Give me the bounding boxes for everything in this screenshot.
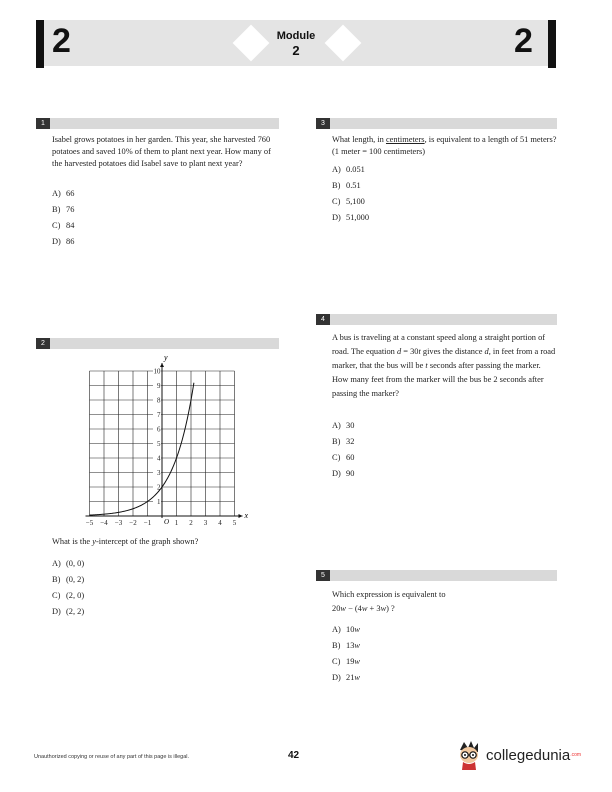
question-5-bar — [316, 570, 557, 581]
x-tick-label: 2 — [189, 519, 193, 527]
x-tick-label: 1 — [174, 519, 179, 527]
graph-axes — [86, 363, 243, 518]
question-3-bar — [316, 118, 557, 129]
brand-tld: .com — [570, 752, 582, 758]
choice-3b[interactable]: B) 0.51 — [332, 181, 361, 190]
choice-5a[interactable]: A) 10w — [332, 625, 360, 634]
choice-3a[interactable]: A) 0.051 — [332, 165, 365, 174]
question-1-choices — [52, 186, 74, 250]
question-4-bar — [316, 314, 557, 325]
question-2-number: 2 — [36, 338, 50, 349]
question-1-bar — [36, 118, 279, 129]
choice-1a[interactable]: A) 66 — [52, 189, 75, 198]
y-tick-label: 1 — [157, 498, 161, 506]
y-tick-label: 5 — [157, 440, 161, 448]
x-tick-label: 3 — [203, 519, 208, 527]
question-1-number: 1 — [36, 118, 50, 129]
x-tick-label: −5 — [85, 519, 94, 527]
y-tick-label: 3 — [157, 469, 161, 477]
choice-4c[interactable]: C) 60 — [332, 453, 355, 462]
y-tick-label: 2 — [157, 483, 161, 492]
graph-origin-label: O — [164, 518, 170, 526]
choice-2c[interactable]: C) (2, 0) — [52, 591, 85, 600]
graph-x-axis-label: x — [244, 511, 249, 520]
choice-5b[interactable]: B) 13w — [332, 641, 360, 650]
x-tick-label: 5 — [232, 519, 237, 527]
copyright-notice: Unauthorized copying or reuse of any part of this page is illegal. — [34, 754, 190, 760]
brand-logo[interactable] — [456, 740, 581, 770]
y-tick-label: 9 — [157, 382, 161, 390]
question-2-choices — [52, 556, 84, 620]
question-4-choices — [332, 418, 354, 482]
graph-curve — [90, 383, 194, 515]
section-number-right: 2 — [514, 22, 533, 60]
x-tick-label: −4 — [100, 519, 108, 527]
choice-2d[interactable]: D) (2, 2) — [52, 607, 85, 616]
y-tick-label: 4 — [157, 454, 161, 463]
y-tick-label: 6 — [157, 425, 161, 434]
question-4-number: 4 — [316, 314, 330, 325]
question-3-text: What length, in centimeters, is equivalent to a length of 51 meters? (1 meter = 100 centimeters) — [332, 135, 557, 156]
y-axis-arrow — [160, 363, 164, 367]
choice-1b[interactable]: B) 76 — [52, 205, 75, 214]
graph-tick-labels — [86, 367, 237, 527]
question-2-text: What is the y-intercept of the graph shown? — [52, 537, 199, 546]
choice-1c[interactable]: C) 84 — [52, 221, 75, 230]
question-5-text: Which expression is equivalent to 20w − (4w + 3w) ? — [332, 588, 558, 616]
choice-1d[interactable]: D) 86 — [52, 237, 75, 246]
x-tick-label: −3 — [114, 519, 123, 527]
choice-4b[interactable]: B) 32 — [332, 437, 355, 446]
question-1-text: Isabel grows potatoes in her garden. This year, she harvested 760 potatoes and saved 10% of them to plant next year. How many of the harvested potatoes did Isabel save to plant next year? — [52, 135, 271, 168]
y-tick-label: 7 — [157, 411, 161, 419]
choice-2b[interactable]: B) (0, 2) — [52, 575, 85, 584]
choice-4d[interactable]: D) 90 — [332, 469, 355, 478]
choice-3c[interactable]: C) 5,100 — [332, 197, 365, 206]
module-label: Module — [276, 30, 316, 42]
x-axis-arrow — [239, 514, 243, 518]
choice-2a[interactable]: A) (0, 0) — [52, 559, 85, 568]
choice-4a[interactable]: A) 30 — [332, 421, 355, 430]
question-4-text: A bus is traveling at a constant speed along a straight portion of road. The equation d = 30t gives the distance d, in feet from a road marker, that the bus will be t seconds after passing the marker. How many feet from the marker will the bus be 2 seconds after passing the marker? — [332, 333, 556, 398]
module-number: 2 — [292, 43, 300, 58]
section-number-left: 2 — [52, 22, 71, 60]
question-5-number: 5 — [316, 570, 330, 581]
graph-y-axis-label: y — [164, 353, 168, 362]
choice-5d[interactable]: D) 21w — [332, 673, 360, 682]
x-tick-label: −2 — [129, 519, 137, 527]
x-tick-label: 4 — [218, 519, 222, 527]
question-5-choices — [332, 622, 360, 686]
exponential-graph — [80, 352, 260, 530]
question-3-number: 3 — [316, 118, 330, 129]
question-3-choices — [332, 162, 369, 226]
y-tick-label: 10 — [153, 367, 161, 376]
brand-name: collegedunia — [486, 746, 571, 764]
question-5-expression: 20w − (4w + 3w) ? — [332, 604, 395, 613]
page-number: 42 — [288, 750, 300, 761]
y-tick-label: 8 — [157, 396, 161, 405]
choice-3d[interactable]: D) 51,000 — [332, 213, 370, 222]
question-2-bar — [36, 338, 279, 349]
mascot-icon — [456, 740, 482, 770]
x-tick-label: −1 — [143, 519, 152, 527]
choice-5c[interactable]: C) 19w — [332, 657, 360, 666]
